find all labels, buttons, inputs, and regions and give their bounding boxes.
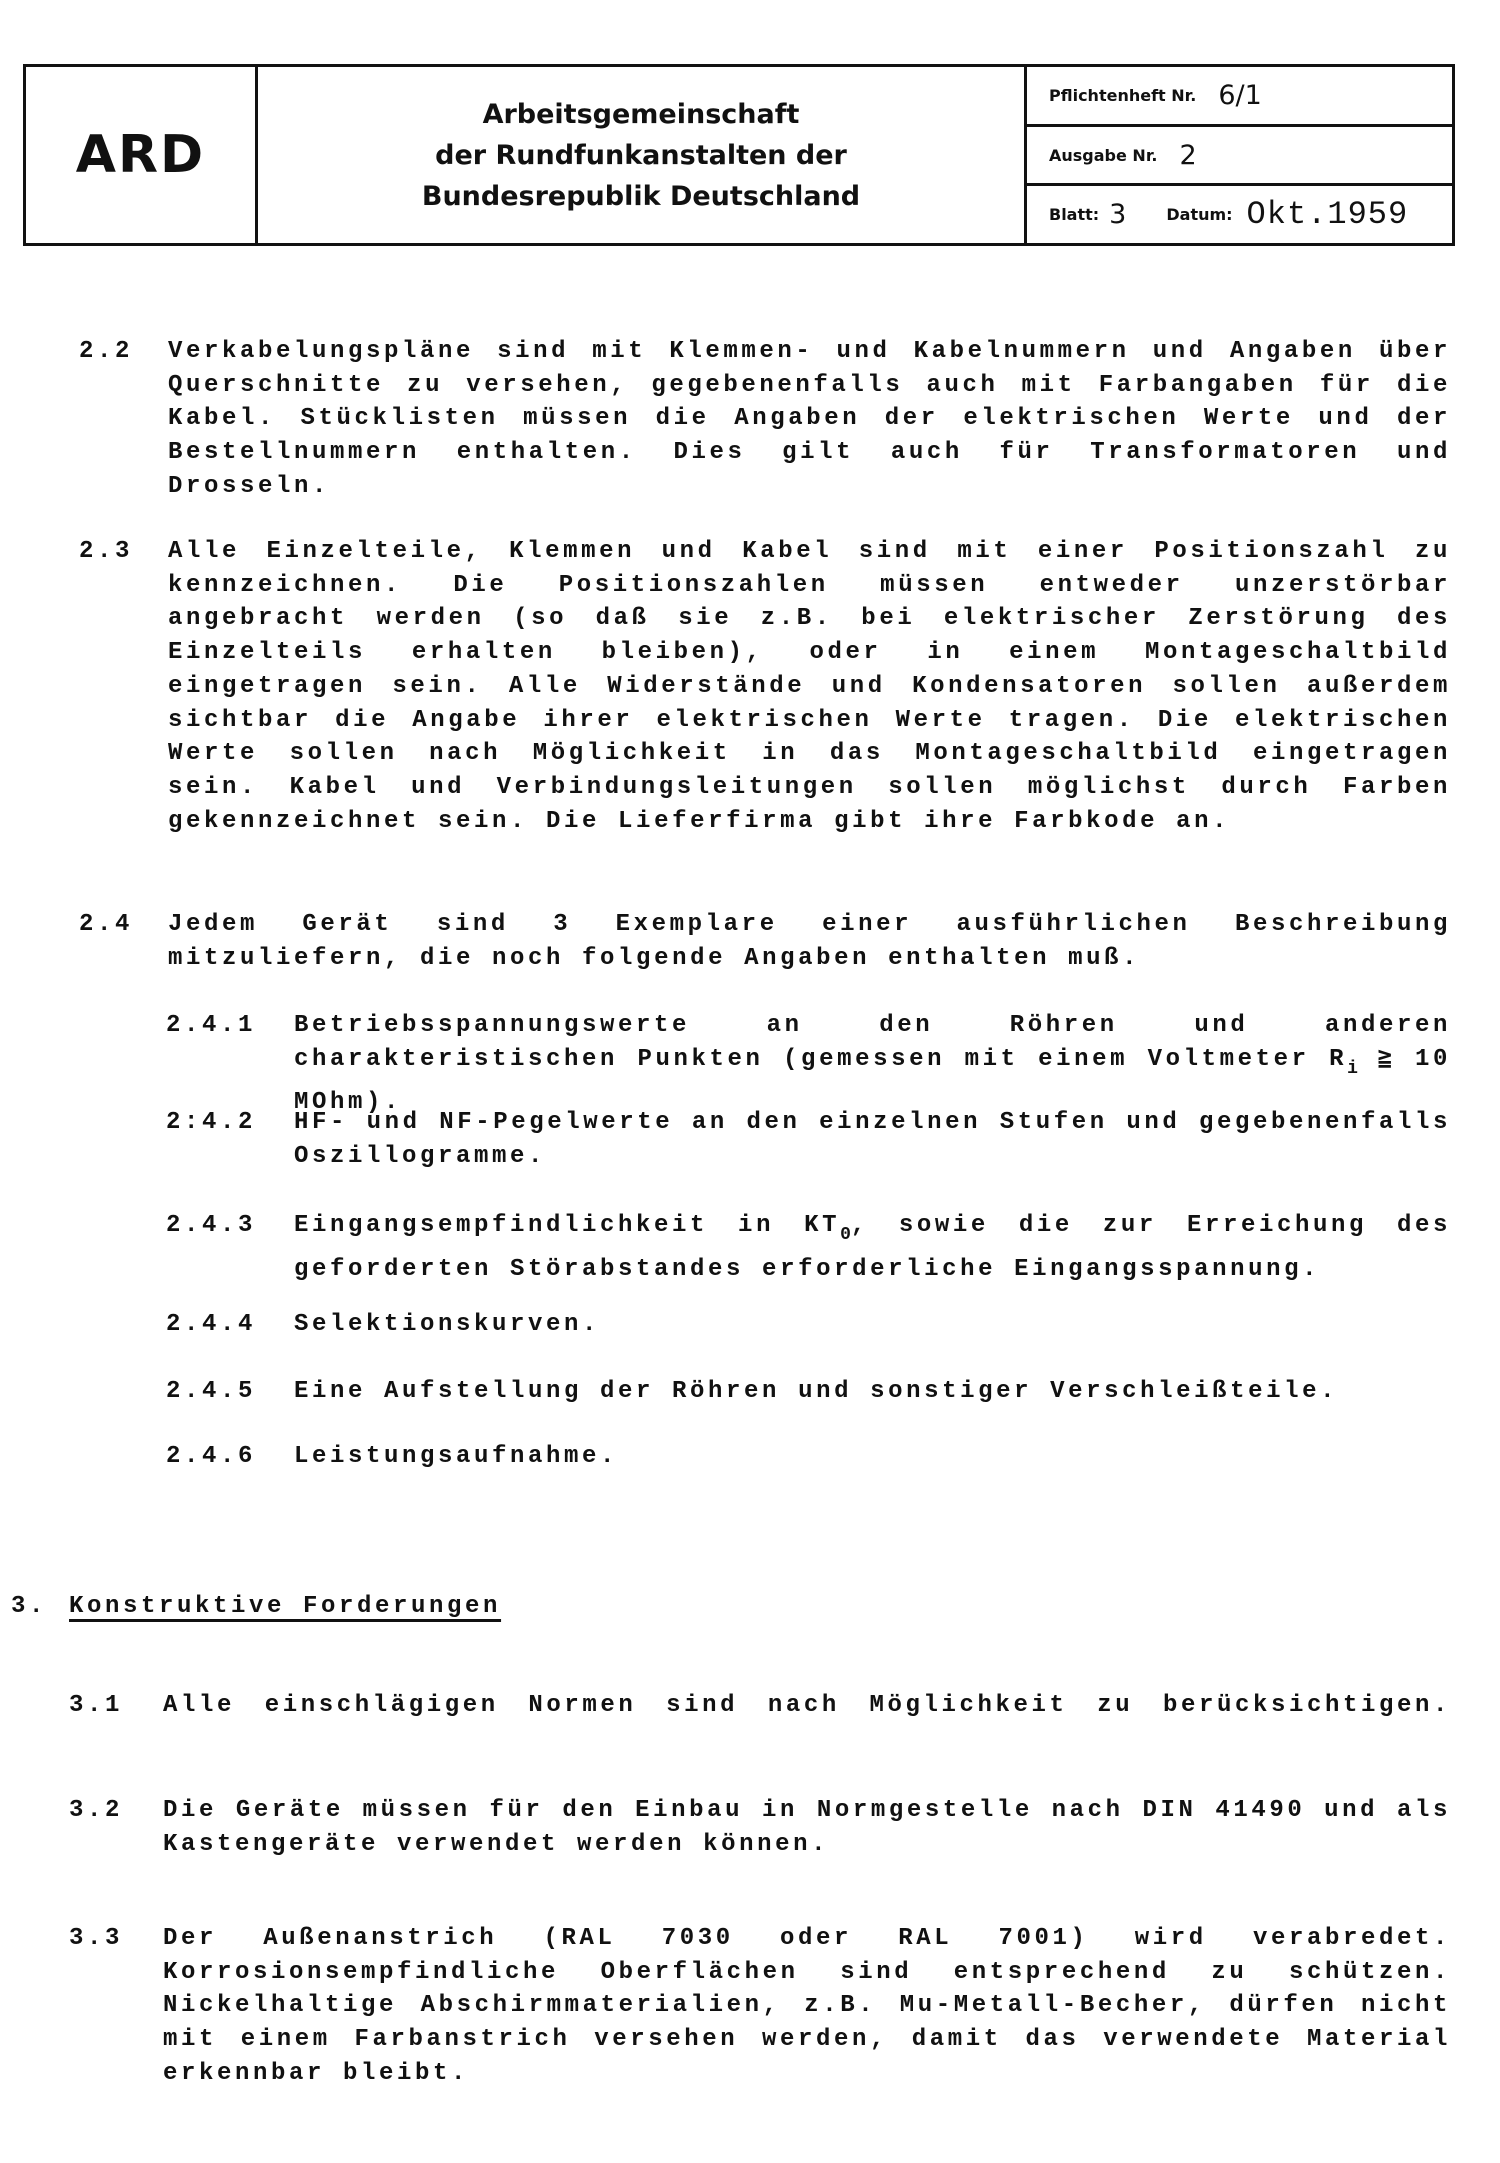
pflichtenheft-row xyxy=(1027,67,1452,124)
clause-text: Die Geräte müssen für den Einbau in Normgestelle nach DIN 41490 und als Kastengeräte verwendet werden können. xyxy=(163,1797,1451,1858)
blatt-value: 3 xyxy=(1109,199,1127,231)
subscript: 0 xyxy=(840,1225,851,1245)
section-title: Konstruktive Forderungen xyxy=(69,1593,502,1620)
text-part: Eingangsempfindlichkeit in KT xyxy=(294,1212,841,1239)
org-line-1: Arbeitsgemeinschaft xyxy=(482,98,800,130)
pflichtenheft-label: Pflichtenheft Nr. xyxy=(1049,85,1197,105)
subscript: i xyxy=(1347,1058,1358,1079)
ard-logo: ARD xyxy=(26,67,258,243)
clause-text: HF- und NF-Pegelwerte an den einzelnen Stufen und gegebenenfalls Oszillogramme. xyxy=(294,1109,1451,1170)
clause-number: 3.3 xyxy=(69,1925,124,1952)
datum-value: Okt.1959 xyxy=(1246,196,1409,234)
text-part: , sowie die zur Erreichung des geforderten Störabstandes erforderliche Eingangsspannung. xyxy=(294,1212,1451,1283)
clause-number: 3.1 xyxy=(69,1692,124,1719)
clause-number: 2.4 xyxy=(79,911,134,938)
datum-label: Datum: xyxy=(1166,205,1233,225)
clause-text xyxy=(294,1209,1451,1286)
clause-text xyxy=(294,1009,1451,1120)
clause-text: Alle Einzelteile, Klemmen und Kabel sind mit einer Positionszahl zu kennzeichnen. Die Positionszahlen müssen entweder unzerstörbar angebracht werden (so daß sie z.B. bei elektrischer Zerstörung des Einzelteils erhalten bleiben), oder in einem Montageschaltbild eingetragen sein. Alle Widerstände und Kondensatoren sollen außerdem sichtbar die Angabe ihrer elektrischen Werte tragen. Die elektrischen Werte sollen nach Möglichkeit in das Montageschaltbild eingetragen sein. Kabel und Verbindungsleitungen sollen möglichst durch Farben gekennzeichnet sein. Die Lieferfirma gibt ihre Farbkode an. xyxy=(168,538,1451,835)
clause-number: 2.2 xyxy=(79,338,134,365)
pflichtenheft-value: 6/1 xyxy=(1218,79,1262,111)
blatt-label: Blatt: xyxy=(1049,205,1100,225)
org-line-3: Bundesrepublik Deutschland xyxy=(421,180,861,212)
text-part: Betriebsspannungswerte an den Röhren und anderen charakteristischen Punkten (gemessen mit einem Voltmeter R xyxy=(294,1012,1451,1073)
clause-number: 2:4.2 xyxy=(166,1109,257,1136)
clause-number: 2.4.1 xyxy=(166,1012,257,1039)
clause-text: Leistungsaufnahme. xyxy=(294,1443,619,1470)
clause-number: 2.4.6 xyxy=(166,1443,257,1470)
section-number: 3. xyxy=(11,1593,48,1620)
org-line-2: der Rundfunkanstalten der xyxy=(435,139,847,171)
clause-text: Der Außenanstrich (RAL 7030 oder RAL 7001) wird verabredet. Korrosionsempfindliche Oberflächen sind entsprechend zu schützen. Nickelhaltige Abschirmmaterialien, z.B. Mu-Metall-Becher, dürfen nicht mit einem Farbanstrich versehen werden, damit das verwendete Material erkennbar bleibt. xyxy=(163,1925,1451,2087)
ausgabe-value: 2 xyxy=(1179,139,1197,171)
clause-text: Alle einschlägigen Normen sind nach Möglichkeit zu berücksichtigen. xyxy=(163,1692,1451,1719)
clause-number: 3.2 xyxy=(69,1797,124,1824)
document-header xyxy=(23,64,1455,246)
ausgabe-label: Ausgabe Nr. xyxy=(1049,145,1158,165)
clause-text: Eine Aufstellung der Röhren und sonstiger Verschleißteile. xyxy=(294,1378,1339,1405)
clause-number: 2.3 xyxy=(79,538,134,565)
clause-number: 2.4.5 xyxy=(166,1378,257,1405)
clause-text: Jedem Gerät sind 3 Exemplare einer ausführlichen Beschreibung mitzuliefern, die noch folgende Angaben enthalten muß. xyxy=(168,911,1451,972)
clause-number: 2.4.3 xyxy=(166,1212,257,1239)
blatt-datum-row xyxy=(1027,183,1452,243)
clause-text: Selektionskurven. xyxy=(294,1311,601,1338)
document-meta xyxy=(1027,67,1452,243)
clause-text: Verkabelungspläne sind mit Klemmen- und Kabelnummern und Angaben über Querschnitte zu versehen, gegebenenfalls auch mit Farbangaben für die Kabel. Stücklisten müssen die Angaben der elektrischen Werte und der Bestellnummern enthalten. Dies gilt auch für Transformatoren und Drosseln. xyxy=(168,338,1451,500)
organization-name xyxy=(258,67,1027,243)
ausgabe-row xyxy=(1027,124,1452,184)
text-part: ≧ 10 MOhm). xyxy=(294,1045,1451,1117)
clause-number: 2.4.4 xyxy=(166,1311,257,1338)
